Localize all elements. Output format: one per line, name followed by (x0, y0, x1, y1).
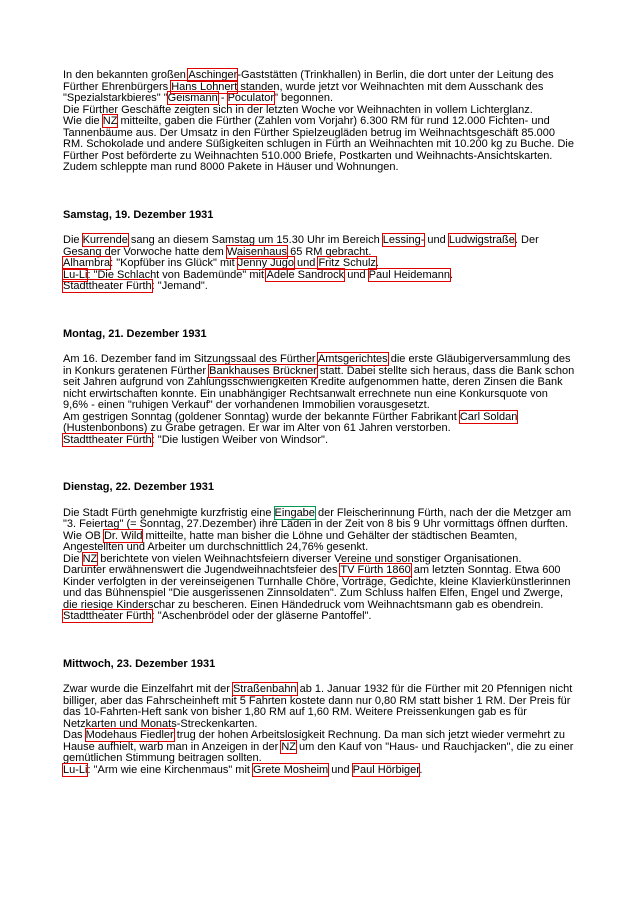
wiki-link[interactable]: Straßenbahn (232, 683, 297, 695)
wiki-link[interactable]: Bankhauses Brückner (209, 364, 317, 377)
wiki-link[interactable]: NZ (82, 552, 98, 565)
wiki-link[interactable]: Stadttheater Fürth (63, 433, 152, 446)
paragraph: Die Stadt Fürth genehmigte kurzfristig eine Eingabe der Fleischerinnung Fürth, nach der die Metzger am "3. Feiertag" (= Sonntag, 27.Dezember) ihre Läden in der Zeit von 8 bis 9 Uhr vormittags öffnen durften. Wie OB Dr. Wild mitteilte, hatte man bisher die Löhne und Gehälter der städtischen Beamten, Angestellten und Arbeiter um durchschnittlich 24,76% gesenkt. Die NZ berichtete von vielen Weihnachtsfeiern diverser Vereine und sonstiger Organisationen. Darunter erwähnenswert die Jugendweihnachtsfeier des TV Fürth 1860 am letzten Sonntag. Etwa 600 Kinder verfolgten in der vereinseigenen Turnhalle Chöre, Vorträge, Gedichte, kleine Klavierkünstlerinnen und das Bühnenspiel "Die ausgerissenen Zinnsoldaten". Zum Schluss halfen Elfen, Engel und Zwerge, die riesige Kinderschar zu bescheren. Einen Händedruck vom Weihnachtsmann gab es obendrein. Stadttheater Fürth: "Aschenbrödel oder der gläserne Pantoffel". (63, 506, 572, 622)
wiki-link[interactable]: Modehaus Fiedler (85, 729, 174, 741)
wiki-link[interactable]: Lu-Li (63, 268, 88, 281)
wiki-link[interactable]: Jenny Jugo (237, 257, 294, 269)
wiki-link[interactable]: Poculator (227, 92, 275, 104)
wiki-link[interactable]: Aschinger (188, 69, 238, 81)
wiki-link[interactable]: Lu-Li (63, 763, 88, 776)
wiki-link[interactable]: Amtsgerichtes (317, 353, 388, 365)
wiki-link[interactable]: Carl Soldan (459, 410, 518, 423)
wiki-link[interactable]: TV Fürth 1860 (340, 564, 411, 576)
date-heading: Dienstag, 22. Dezember 1931 (63, 481, 215, 493)
wiki-link[interactable]: Grete Mosheim (253, 763, 329, 776)
paragraph: In den bekannten großen Aschinger-Gaststätten (Trinkhallen) in Berlin, die dort unter der Leitung des Fürther Ehrenbürgers Hans Lohnert standen, wurde jetzt vor Weihnachten mit dem Ausschank des "Spezialstarkbieres" "Geismann - Poculator" begonnen. Die Fürther Geschäfte zeigten sich in der letzten Woche vor Weihnachten in vollem Lichterglanz. Wie die NZ mitteilte, gaben die Fürther (Zahlen vom Vorjahr) 6.300 RM für rund 12.000 Fichten- und Tannenbäume aus. Der Umsatz in den Fürther Spielzeugläden betrug im Weihnachtsgeschäft 85.000 RM. Schokolade und andere Süßigkeiten schlugen in Fürth an Weihnachten mit 10.200 kg zu Buche. Die Fürther Post beförderte zu Weihnachten 510.000 Briefe, Postkarten und Weihnachts-Ansichtskarten. Zudem schleppte man rund 8000 Pakete in Häuser und Wohnungen. (63, 69, 574, 173)
wiki-link[interactable]: Ludwigstraße (448, 234, 515, 246)
wiki-link[interactable]: Kurrende (82, 234, 128, 246)
wiki-link[interactable]: Paul Hörbiger (352, 763, 420, 776)
paragraph: Die Kurrende sang an diesem Samstag um 15.30 Uhr im Bereich Lessing- und Ludwigstraße. Der Gesang der Vorwoche hatte dem Waisenhaus 65 RM gebracht. Alhambra: "Kopfüber ins Glück" mit Jenny Jugo und Fritz Schulz. Lu-Li: "Die Schlacht von Bademünde" mit Adele Sandrock und Paul Heidemann. Stadttheater Fürth: "Jemand". (63, 234, 539, 292)
wiki-link[interactable]: Dr. Wild (103, 529, 143, 542)
wiki-link[interactable]: NZ (102, 115, 118, 127)
wiki-link[interactable]: Stadttheater Fürth (63, 280, 152, 292)
wiki-link[interactable]: Waisenhaus (226, 245, 288, 258)
wiki-link[interactable]: Stadttheater Fürth (63, 610, 152, 622)
paragraph: Zwar wurde die Einzelfahrt mit der Straßenbahn ab 1. Januar 1932 für die Fürther mit 20 Pfennigen nicht billiger, aber das Fahrscheinheft mit 5 Fahrten kostete dann nur 0,80 RM statt bisher 1 RM. Der Preis für das 10-Fahrten-Heft sank von bisher 1,80 RM auf 1,60 RM. Weitere Preissenkungen gab es für Netzkarten und Monats-Streckenkarten. Das Modehaus Fiedler trug der hohen Arbeitslosigkeit Rechnung. Da man sich jetzt wieder vermehrt zu Hause aufhielt, warb man in Anzeigen in der NZ um den Kauf von "Haus- und Rauchjacken", die zu einer gemütlichen Stimmung beitragen sollten. Lu-Li: "Arm wie eine Kirchenmaus" mit Grete Mosheim und Paul Hörbiger. (63, 683, 574, 776)
date-heading: Samstag, 19. Dezember 1931 (63, 208, 214, 221)
document-body (63, 70, 575, 776)
wiki-link[interactable]: Lessing- (382, 234, 425, 246)
wiki-link[interactable]: Alhambra (63, 257, 111, 269)
date-heading: Montag, 21. Dezember 1931 (63, 327, 207, 340)
date-heading: Mittwoch, 23. Dezember 1931 (63, 657, 216, 670)
paragraph: Am 16. Dezember fand im Sitzungssaal des Fürther Amtsgerichtes die erste Gläubigerversammlung des in Konkurs geratenen Fürther Bankhauses Brückner statt. Dabei stellte sich heraus, dass die Bank schon seit Jahren aufgrund von Zahlungsschwierigkeiten Kredite aufgenommen hatte, deren Zinsen die Bank nicht erwirtschaften konnte. Ein unabhängiger Rechtsanwalt errechnete nun eine Konkursquote von 9,6% - einen "ruhigen Verkauf" der vorhandenen Immobilien vorausgesetzt. Am gestrigen Sonntag (goldener Sonntag) wurde der bekannte Fürther Fabrikant Carl Soldan (Hustenbonbons) zu Grabe getragen. Er war im Alter von 61 Jahren verstorben. Stadttheater Fürth: "Die lustigen Weiber von Windsor". (63, 353, 575, 446)
wiki-link[interactable]: Geismann (167, 92, 218, 104)
wiki-link[interactable]: Fritz Schulz (318, 257, 376, 269)
wiki-link[interactable]: Eingabe (274, 506, 315, 519)
wiki-link[interactable]: NZ (281, 740, 296, 753)
wiki-link[interactable]: Paul Heidemann (368, 268, 450, 281)
wiki-link[interactable]: Hans Lohnert (171, 80, 238, 93)
wiki-link[interactable]: Adele Sandrock (266, 268, 345, 281)
